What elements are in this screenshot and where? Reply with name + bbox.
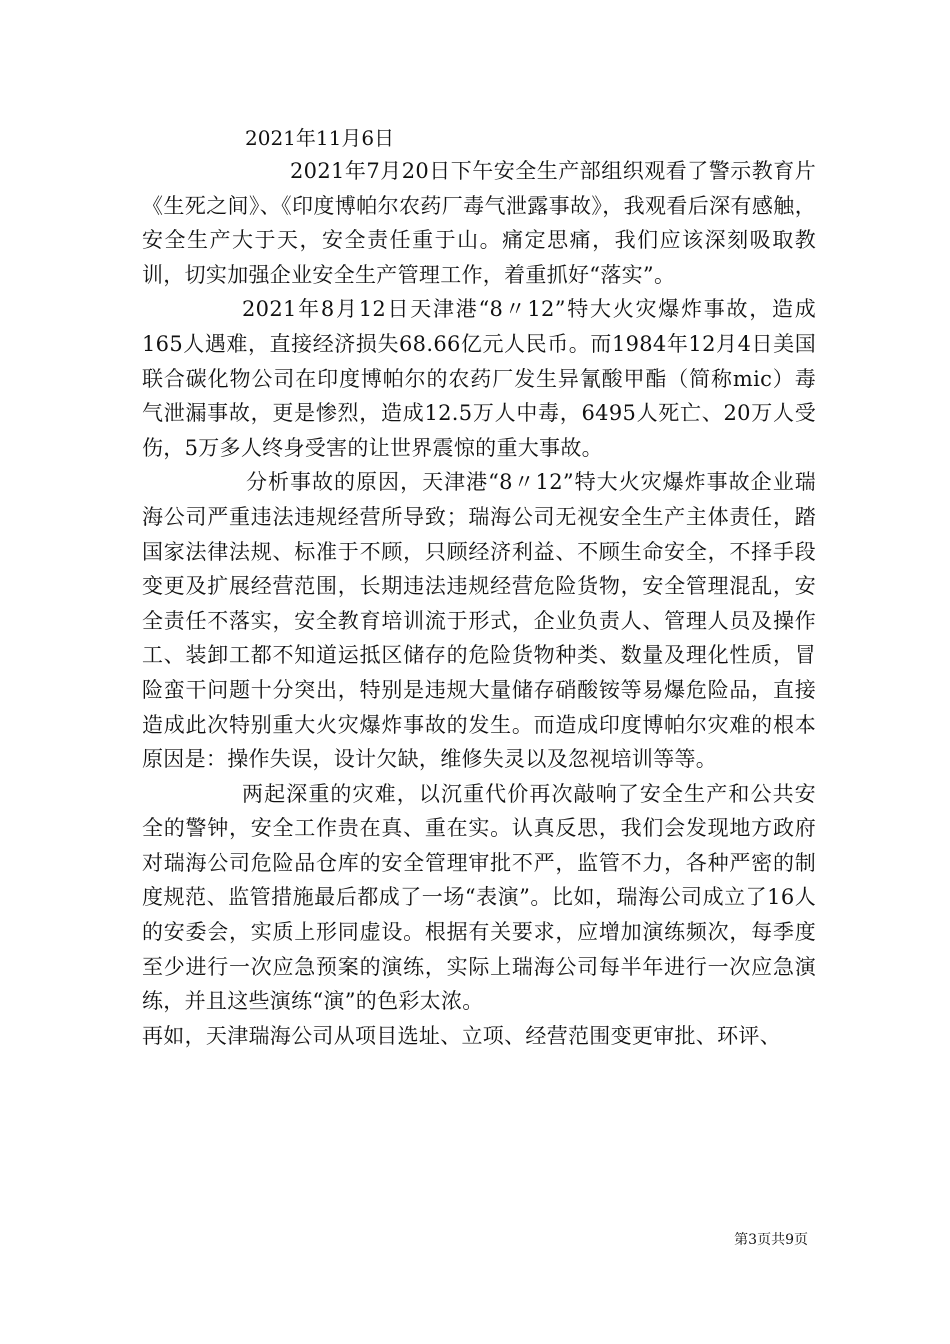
paragraph-reflection: 两起深重的灾难，以沉重代价再次敲响了安全生产和公共安全的警钟，安全工作贵在真、重在实。认真反思，我们会发现地方政府对瑞海公司危险品仓库的安全管理审批不严，监管不力，各种严密的制度规范、监管措施最后都成了一场“表演”。比如，瑞海公司成立了16人的安委会，实质上形同虚设。根据有关要求，应增加演练频次，每季度至少进行一次应急预案的演练，实际上瑞海公司每半年进行一次应急演练，并且这些演练“演”的色彩太浓。: [142, 781, 816, 1014]
document-date: 2021年11月6日: [245, 126, 395, 150]
paragraph-accident-facts: 2021年8月12日天津港“8〃12”特大火灾爆炸事故，造成165人遇难，直接经济损失68.66亿元人民币。而1984年12月4日美国联合碳化物公司在印度博帕尔的农药厂发生异氰酸甲酯（简称mic）毒气泄漏事故，更是惨烈，造成12.5万人中毒，6495人死亡、20万人受伤，5万多人终身受害的让世界震惊的重大事故。: [142, 297, 816, 460]
paragraph-accident-causes: 分析事故的原因，天津港“8〃12”特大火灾爆炸事故企业瑞海公司严重违法违规经营所导致；瑞海公司无视安全生产主体责任，踏国家法律法规、标准于不顾，只顾经济利益、不顾生命安全，不择手段变更及扩展经营范围，长期违法违规经营危险货物，安全管理混乱，安全责任不落实，安全教育培训流于形式，企业负责人、管理人员及操作工、装卸工都不知道运抵区储存的危险货物种类、数量及理化性质，冒险蛮干问题十分突出，特别是违规大量储存硝酸铵等易爆危险品，直接造成此次特别重大火灾爆炸事故的发生。而造成印度博帕尔灾难的根本原因是：操作失误，设计欠缺，维修失灵以及忽视培训等等。: [142, 470, 816, 772]
paragraph-continuation: 再如，天津瑞海公司从项目选址、立项、经营范围变更审批、环评、: [142, 1023, 781, 1048]
paragraph-viewing-warning-films: 2021年7月20日下午安全生产部组织观看了警示教育片《生死之间》、《印度博帕尔农药厂毒气泄露事故》，我观看后深有感触，安全生产大于天，安全责任重于山。痛定思痛，我们应该深刻吸取教训，切实加强企业安全生产管理工作，着重抓好“落实”。: [142, 159, 816, 287]
page-number-footer: 第3页共9页: [734, 1232, 808, 1248]
document-body: [142, 154, 816, 1053]
